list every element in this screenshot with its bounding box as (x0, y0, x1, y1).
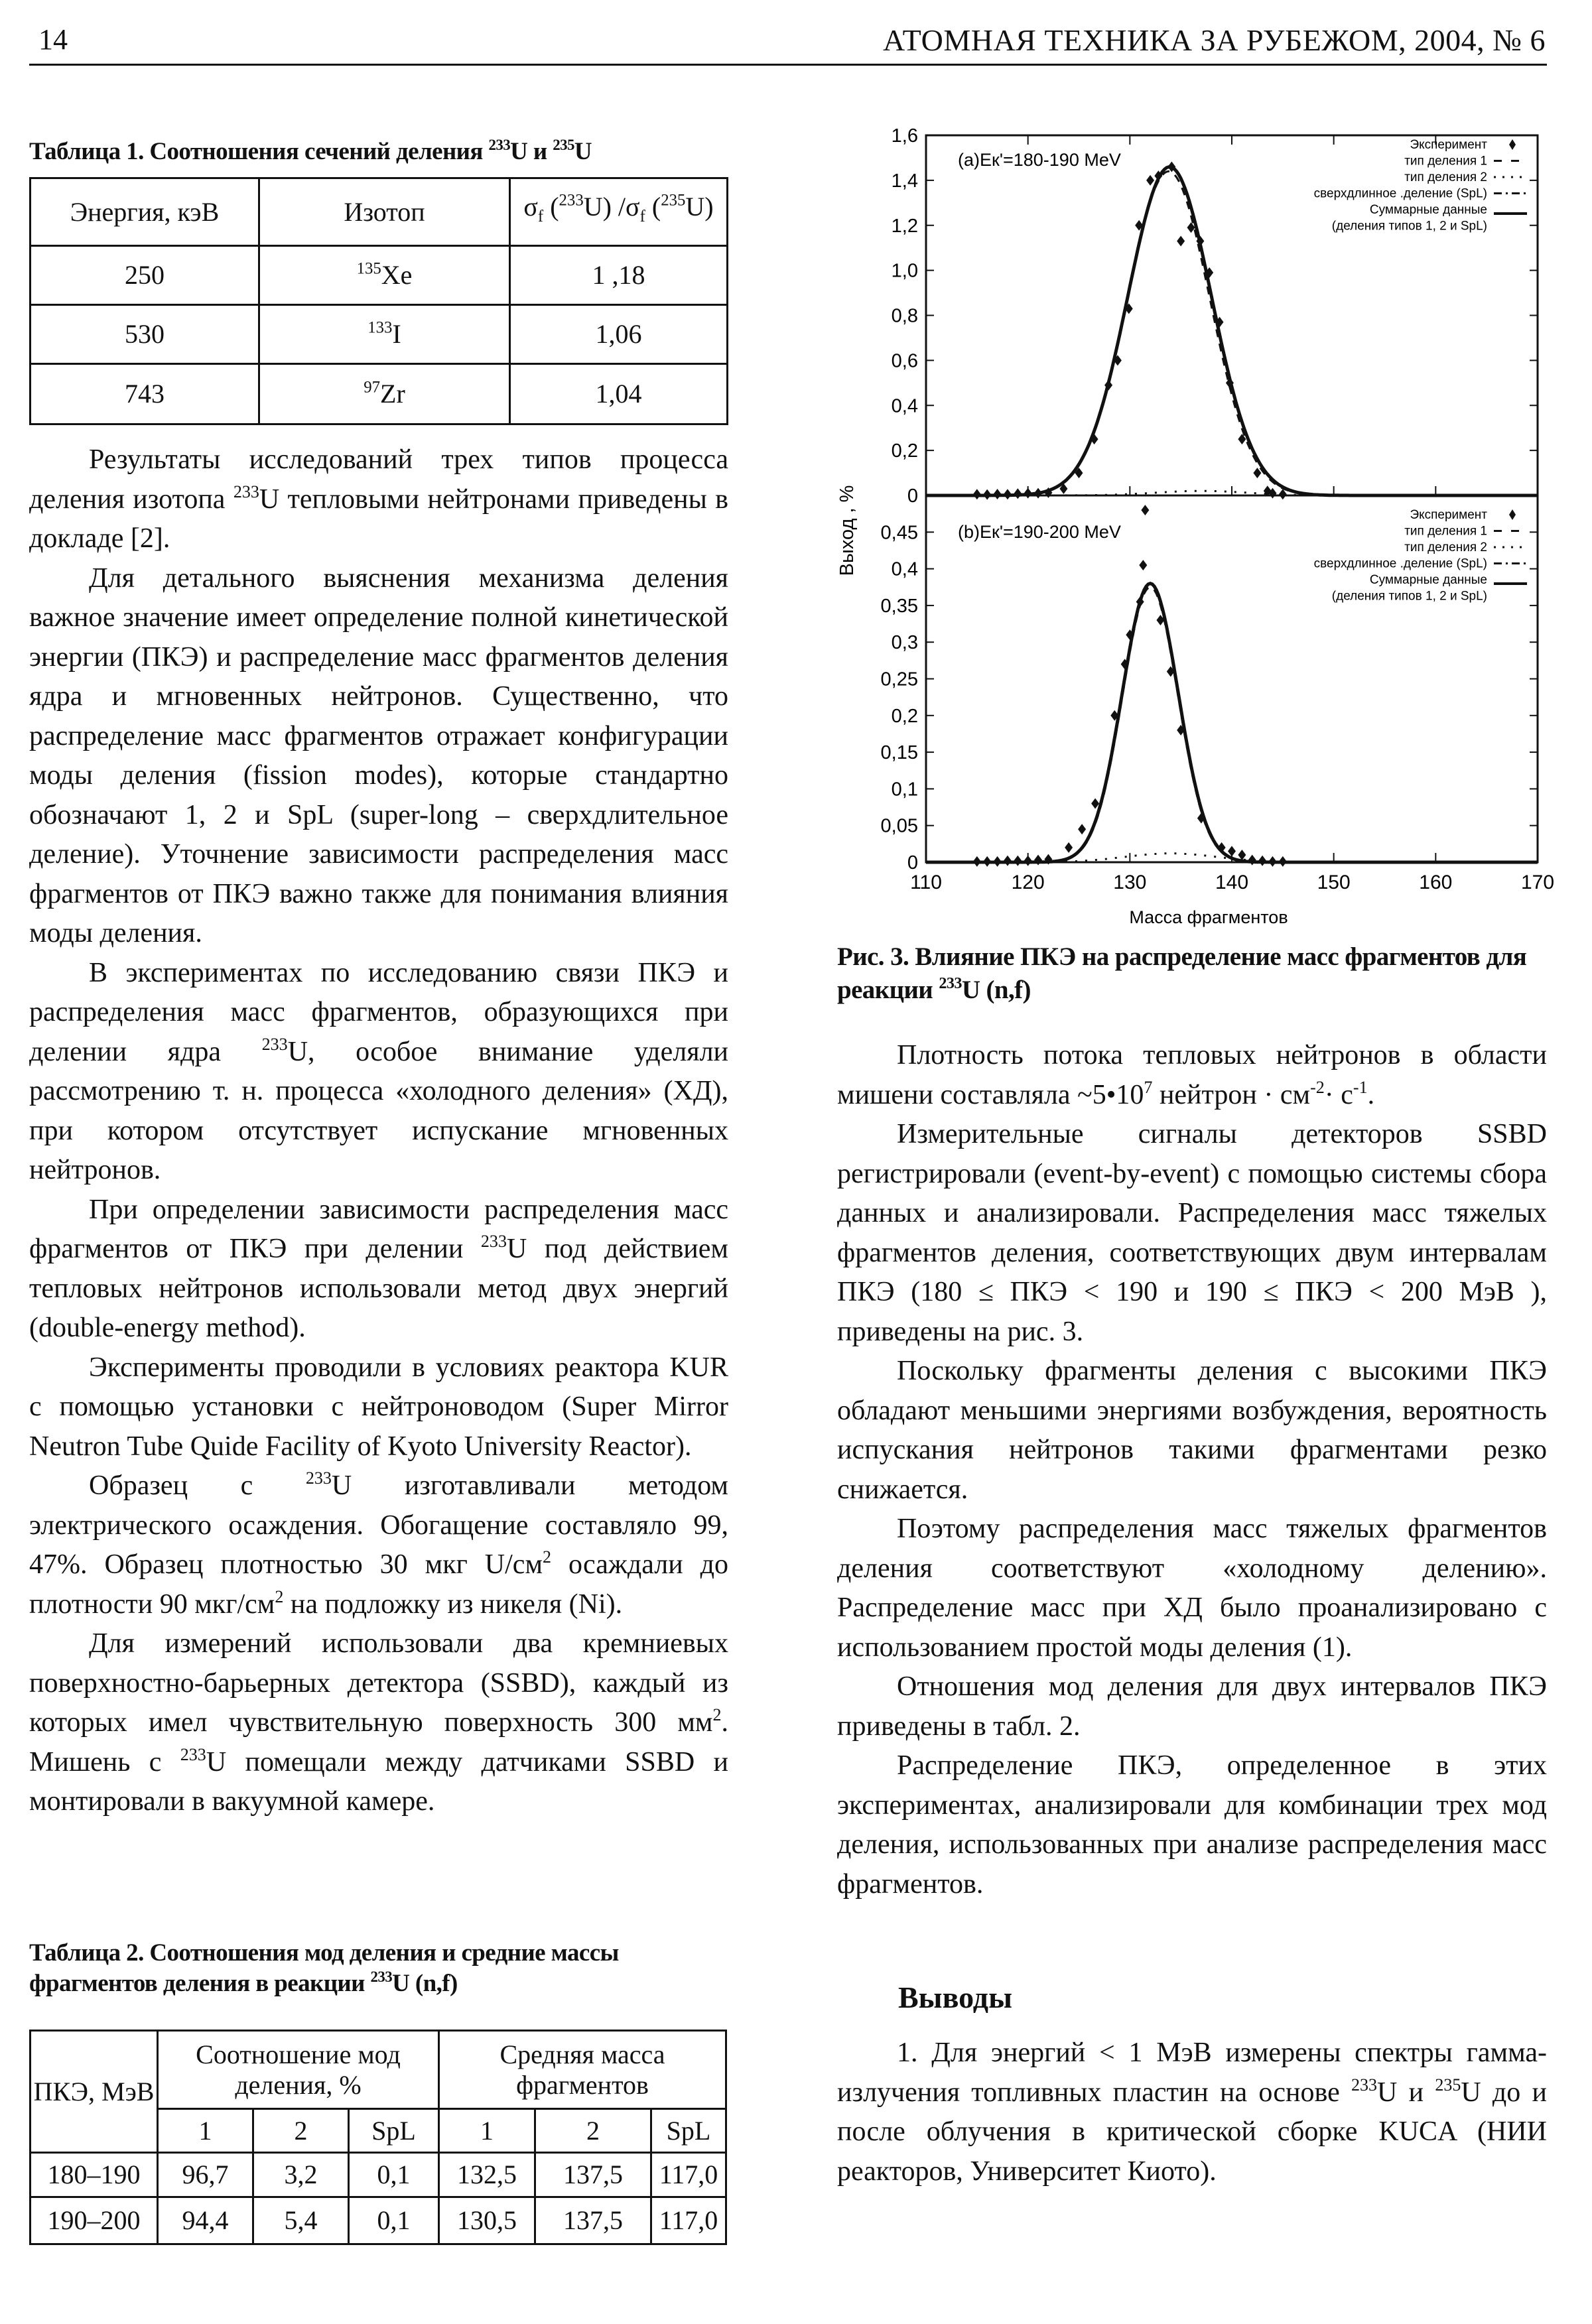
y-tick-label: 0,4 (891, 395, 918, 417)
legend-symbol-experiment (1509, 509, 1516, 520)
table2-header-ratio: Соотношение мод деления, % (158, 2031, 439, 2109)
text-run: Для измерений использовали два кремниевых поверхностно-барьерных детектора (SSBD), каждый из которых имел чувствительную поверхность 300 мм (29, 1628, 728, 1738)
table2-cell: 137,5 (535, 2197, 651, 2244)
table1-caption (29, 137, 732, 167)
table2-cell: 117,0 (651, 2153, 726, 2197)
paragraph (29, 1466, 728, 1624)
text-run: Энергия, кэВ (70, 196, 220, 227)
text-run: Таблица 1. Соотношения сечений деления (29, 138, 489, 165)
text-run: Эксперименты проводили в условиях реактора KUR с помощью установки с нейтроноводом (Super Mirror Neutron Tube Quide Facility of Kyoto University Reactor). (29, 1352, 728, 1462)
table2-cell: 180–190 (31, 2153, 158, 2197)
experiment-point (1024, 488, 1032, 499)
journal-title: АТОМНАЯ ТЕХНИКА ЗА РУБЕЖОМ, 2004, № 6 (882, 23, 1546, 57)
text-run: Таблица 2. Соотношения мод деления и средние массы фрагментов деления в реакции (29, 1939, 619, 1997)
y-tick-label: 0,2 (891, 705, 918, 727)
text-run: U, особое внимание уделяли рассмотрению т. н. процесса «холодного деления» (ХД), при котором отсутствует испускание мгновенных нейтронов. (29, 1036, 729, 1185)
legend-label: Суммарные данные (1369, 203, 1487, 217)
legend-label: Эксперимент (1410, 508, 1487, 522)
text-run: U под действием тепловых нейтронов использовали метод двух энергий (double-energy method). (29, 1234, 728, 1343)
experiment-point (983, 489, 991, 500)
panel-label: (a)Eк'=180-190 MeV (958, 150, 1121, 170)
text-run: 250 (125, 260, 165, 290)
paragraph (29, 1624, 728, 1822)
right-column-text (837, 1036, 1547, 1904)
experiment-point (994, 856, 1002, 867)
y-tick-label: 0,2 (891, 440, 918, 462)
table1-cell (31, 246, 259, 305)
experiment-point (973, 856, 981, 867)
paragraph (29, 954, 728, 1191)
x-tick-label: 150 (1317, 871, 1351, 893)
table2-cell: 0,1 (349, 2153, 439, 2197)
superscript: 235 (553, 136, 574, 153)
table2-cell: 96,7 (158, 2153, 253, 2197)
superscript: 233 (488, 136, 511, 153)
y-tick-label: 0,8 (891, 305, 918, 327)
x-tick-label: 110 (910, 871, 942, 893)
table2-cell: 190–200 (31, 2197, 158, 2244)
y-tick-label: 1,2 (891, 215, 918, 237)
text-run: Плотность потока тепловых нейтронов в области мишени составляла ~5•10 (837, 1040, 1547, 1110)
table1-cell (31, 364, 259, 424)
superscript: 233 (1351, 2075, 1378, 2095)
section-heading-conclusions: Выводы (898, 1980, 1012, 2014)
text-run: В экспериментах по исследованию связи ПКЭ и распределения масс фрагментов, образующихся при делении ядра (29, 957, 728, 1067)
table-row (31, 305, 728, 364)
paragraph (29, 1191, 728, 1348)
x-axis-title: Масса фрагментов (1129, 907, 1288, 927)
y-tick-label: 0,4 (891, 558, 918, 580)
superscript: 233 (261, 1034, 288, 1054)
text-run: ( (543, 192, 559, 222)
text-run: Поэтому распределения масс тяжелых фрагментов деления соответствуют «холодному делению». Распределение масс при ХД было проанализировано с использованием простой моды деления (1). (837, 1514, 1547, 1663)
table1-cell (259, 305, 510, 364)
legend-label: тип деления 1 (1404, 154, 1487, 168)
superscript: 233 (939, 974, 962, 993)
experiment-point (973, 489, 981, 499)
text-run: U и (1377, 2077, 1435, 2108)
x-tick-label: 140 (1215, 871, 1249, 893)
experiment-point (1177, 236, 1185, 247)
paragraph (837, 1667, 1547, 1746)
text-run: Отношения мод деления для двух интервалов ПКЭ приведены в табл. 2. (837, 1671, 1547, 1742)
text-run: Образец с (89, 1470, 306, 1501)
experiment-point (1141, 505, 1149, 515)
y-tick-label: 0,45 (880, 522, 918, 544)
text-run: 1,04 (595, 379, 642, 409)
legend-symbol-experiment (1509, 139, 1516, 150)
header-rule (29, 64, 1547, 66)
table1-header-isotope (259, 178, 510, 246)
table2-subheader: 1 (439, 2109, 535, 2153)
table2-cell: 5,4 (253, 2197, 349, 2244)
experiment-point (994, 489, 1002, 499)
superscript: 235 (661, 191, 686, 210)
table2-header-energy: ПКЭ, МэВ (31, 2031, 158, 2153)
text-run: Рис. 3. Влияние ПКЭ на распределение масс фрагментов для реакции (837, 942, 1527, 1004)
y-tick-label: 0,25 (880, 669, 918, 690)
table1-cell (510, 305, 728, 364)
text-run: Zr (380, 379, 405, 409)
text-run: . (1367, 1079, 1375, 1110)
text-run: U до и после облучения в критической сборке KUCA (НИИ реакторов, Университет Киото). (837, 2077, 1547, 2187)
paragraph (29, 559, 728, 954)
text-run: Измерительные сигналы детекторов SSBD регистрировали (event-by-event) с помощью системы сбора данных и анализировали. Распределения масс тяжелых фрагментов деления, соответствующих двум интервалам ПКЭ (180 ≤ ПКЭ < 190 и 190 ≤ ПКЭ < 200 МэВ ), приведены на рис. 3. (837, 1119, 1547, 1347)
paragraph (837, 1746, 1547, 1904)
paragraph (837, 1510, 1547, 1667)
experiment-point (1034, 488, 1042, 499)
table2-subheader: SpL (349, 2109, 439, 2153)
text-run: осаждали до плотности 90 мкг/см (29, 1549, 728, 1620)
paragraph (837, 1352, 1547, 1510)
superscript: 233 (480, 1231, 507, 1251)
table2-cell: 130,5 (439, 2197, 535, 2244)
text-run: U (n,f) (392, 1970, 458, 1997)
text-run: U и (510, 138, 553, 165)
table1-header-ratio (510, 178, 728, 246)
conclusions-text (837, 2033, 1547, 2191)
subscript: f (537, 208, 544, 226)
fission-mass-chart (823, 113, 1579, 935)
sum-curve (926, 584, 1538, 862)
table2-cell: 132,5 (439, 2153, 535, 2197)
experiment-point (1014, 856, 1022, 866)
experiment-point (1279, 856, 1287, 867)
text-run: Поскольку фрагменты деления с высокими ПКЭ обладают меньшими энергиями возбуждения, вероятность испускания нейтронов такими фрагментами резко снижается. (837, 1356, 1547, 1505)
y-tick-label: 0,35 (880, 595, 918, 617)
y-tick-label: 0,1 (891, 779, 918, 801)
text-run: U (574, 138, 592, 165)
experiment-point (1078, 824, 1086, 834)
experiment-point (1238, 850, 1246, 860)
experiment-point (983, 856, 991, 867)
table-row (31, 246, 728, 305)
text-run: σ (523, 192, 538, 222)
superscript: 2 (712, 1705, 722, 1724)
legend-label: (деления типов 1, 2 и SpL) (1331, 219, 1487, 233)
panel-label: (b)Eк'=190-200 MeV (958, 522, 1121, 542)
superscript: -2 (1310, 1077, 1325, 1097)
table2-subheader: 2 (253, 2109, 349, 2153)
page-number: 14 (38, 23, 68, 56)
text-run: Xe (381, 260, 413, 290)
text-run: U) (685, 192, 714, 222)
legend-label: сверхдлинное .деление (SpL) (1313, 186, 1487, 201)
y-tick-label: 0,05 (880, 815, 918, 837)
table1-cell (510, 246, 728, 305)
text-run: ( (645, 192, 661, 222)
text-run: · с (1324, 1079, 1353, 1110)
text-run: U (n,f) (961, 976, 1031, 1004)
x-tick-label: 160 (1419, 871, 1453, 893)
y-tick-label: 0 (907, 852, 918, 873)
experiment-point (1004, 856, 1012, 866)
experiment-point (1014, 488, 1022, 499)
y-tick-label: 0,6 (891, 350, 918, 372)
y-tick-label: 1,6 (891, 125, 918, 147)
experiment-point (1258, 856, 1266, 866)
text-run: U) /σ (583, 192, 640, 222)
text-run: Изотоп (344, 196, 425, 227)
table2-header-mass: Средняя масса фрагментов (439, 2031, 726, 2109)
y-tick-label: 0,3 (891, 632, 918, 654)
superscript: 233 (370, 1968, 393, 1985)
mode1-curve (926, 587, 1538, 862)
text-run: 1,06 (595, 319, 642, 349)
superscript: 233 (233, 482, 259, 501)
text-run: U изготавливали методом электрического осаждения. Обогащение составляло 99, 47%. Образец плотностью 30 мкг U/см (29, 1470, 728, 1580)
table2-cell: 0,1 (349, 2197, 439, 2244)
left-column-text (29, 440, 728, 1822)
superscript: -1 (1353, 1077, 1368, 1097)
legend-label: (деления типов 1, 2 и SpL) (1331, 589, 1487, 604)
table2-cell: 94,4 (158, 2197, 253, 2244)
paragraph (837, 2033, 1547, 2191)
superscript: 235 (1435, 2075, 1461, 2095)
superscript: 233 (559, 191, 584, 210)
text-run: 743 (125, 379, 165, 409)
legend-label: тип деления 1 (1404, 524, 1487, 539)
legend-label: Суммарные данные (1369, 573, 1487, 587)
x-tick-label: 170 (1520, 871, 1555, 893)
table2-caption (29, 1938, 732, 1999)
table2-subheader: SpL (651, 2109, 726, 2153)
table-row (31, 364, 728, 424)
experiment-point (1004, 489, 1012, 499)
experiment-point (1218, 842, 1226, 853)
text-run: 1. Для энергий < 1 МэВ измерены спектры гамма-излучения топливных пластин на основе (837, 2037, 1547, 2108)
superscript: 2 (275, 1586, 284, 1606)
experiment-point (1248, 855, 1256, 866)
table1-header-energy (31, 178, 259, 246)
experiment-point (1065, 842, 1073, 853)
experiment-point (1146, 175, 1154, 186)
superscript: 133 (367, 318, 393, 337)
table2-subheader: 2 (535, 2109, 651, 2153)
table-row (31, 2153, 726, 2197)
table2-subheader: 1 (158, 2109, 253, 2153)
y-tick-label: 0,15 (880, 742, 918, 764)
text-run: 530 (125, 319, 165, 349)
table2-cell: 117,0 (651, 2197, 726, 2244)
paragraph (29, 440, 728, 559)
text-run: Результаты исследований трех типов процесса деления изотопа (29, 444, 728, 515)
table1-cell (259, 246, 510, 305)
text-run: на подложку из никеля (Ni). (283, 1588, 623, 1620)
text-run: Для детального выяснения механизма деления важное значение имеет определение полной кинетической энергии (ПКЭ) и распределение масс фрагментов деления ядра и мгновенных нейтронов. Существенно, что распределение масс фрагментов отражает конфигурации моды деления (fission modes), которые стандартно обозначают 1, 2 и SpL (super-long – сверхдлительное деление). Уточнение зависимости распределения масс фрагментов от ПКЭ важно также для понимания влияния моды деления. (29, 562, 728, 948)
superscript: 2 (543, 1547, 552, 1567)
text-run: I (392, 319, 401, 349)
experiment-point (1024, 856, 1032, 866)
y-tick-label: 1,0 (891, 260, 918, 282)
y-tick-label: 1,4 (891, 170, 918, 192)
paragraph (837, 1115, 1547, 1352)
x-tick-label: 120 (1011, 871, 1045, 893)
table2 (29, 2030, 727, 2245)
legend-label: тип деления 2 (1404, 541, 1487, 554)
superscript: 233 (180, 1744, 206, 1764)
figure-caption (837, 940, 1554, 1007)
table1-cell (31, 305, 259, 364)
superscript: 233 (305, 1468, 332, 1488)
table1 (29, 177, 728, 425)
text-run: U помещали между датчиками SSBD и монтировали в вакуумной камере. (29, 1746, 729, 1817)
y-tick-label: 0 (907, 485, 918, 507)
superscript: 7 (1144, 1077, 1153, 1097)
y-axis-title: Выход , % (836, 485, 858, 576)
text-run: . Мишень с (29, 1707, 728, 1777)
table2-cell: 137,5 (535, 2153, 651, 2197)
text-run: При определении зависимости распределения масс фрагментов от ПКЭ при делении (29, 1194, 728, 1264)
text-run: Распределение ПКЭ, определенное в этих экспериментах, анализировали для комбинации трех мод деления, использованных при анализе распределения масс фрагментов. (837, 1750, 1547, 1900)
paragraph (29, 1348, 728, 1467)
text-run: 1 ,18 (592, 260, 645, 290)
experiment-point (1139, 560, 1147, 570)
text-run: нейтрон · см (1152, 1079, 1311, 1110)
legend-label: сверхдлинное .деление (SpL) (1313, 556, 1487, 571)
table2-cell: 3,2 (253, 2153, 349, 2197)
table-row (31, 2197, 726, 2244)
paragraph (837, 1036, 1547, 1115)
legend-label: Эксперимент (1410, 138, 1487, 152)
superscript: 97 (364, 378, 381, 397)
legend-label: тип деления 2 (1404, 170, 1487, 184)
experiment-point (1268, 856, 1276, 867)
subscript: f (639, 208, 645, 226)
x-tick-label: 130 (1113, 871, 1147, 893)
table1-cell (259, 364, 510, 424)
text-run: U тепловыми нейтронами приведены в докладе [2]. (29, 484, 728, 554)
table1-cell (510, 364, 728, 424)
superscript: 135 (356, 259, 381, 278)
